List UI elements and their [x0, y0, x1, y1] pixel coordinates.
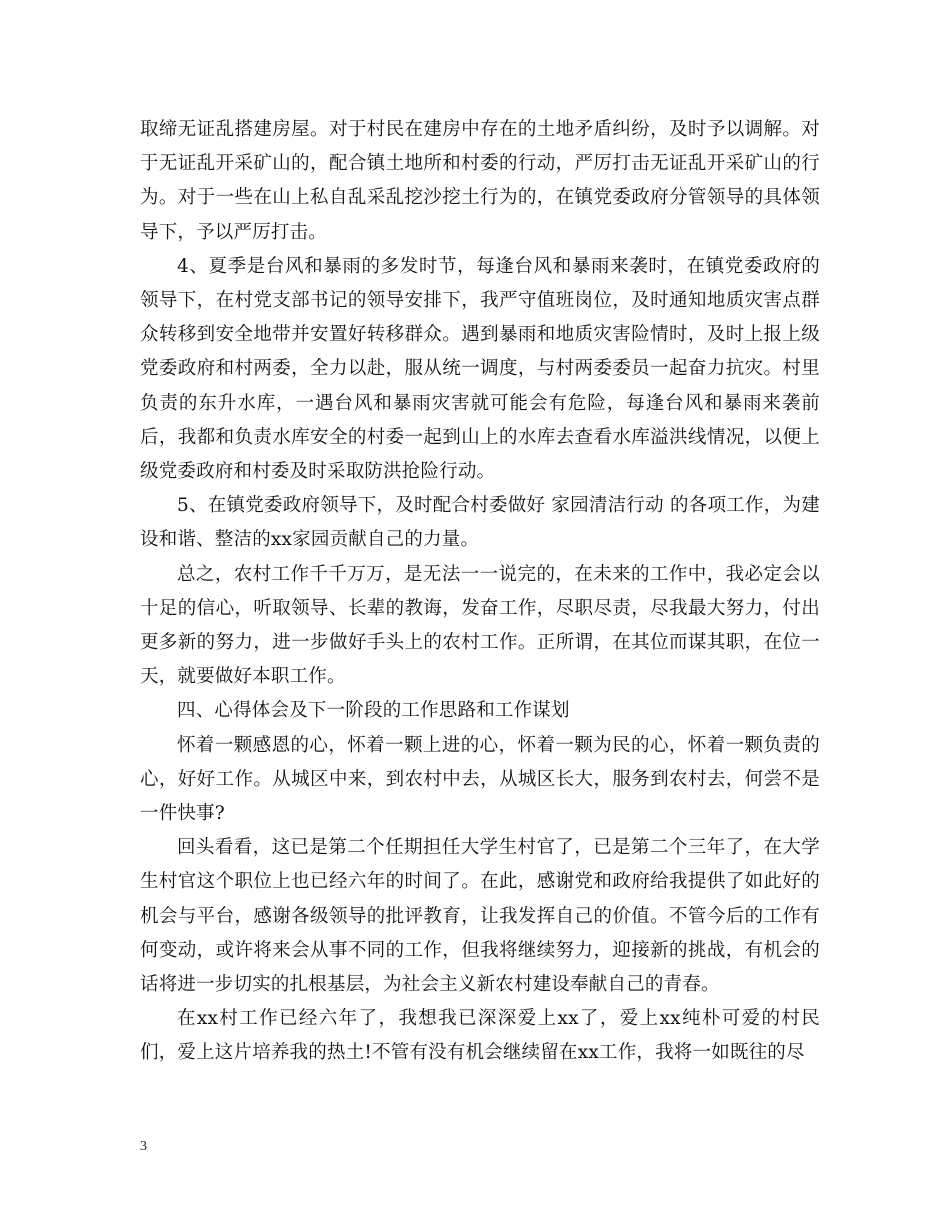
paragraph: 总之，农村工作千千万万，是无法一一说完的，在未来的工作中，我必定会以十足的信心，听取领导、长辈的教诲，发奋工作，尽职尽责，尽我最大努力，付出更多新的努力，进一步做好手头上的农村工作。正所谓，在其位而谋其职，在位一天，就要做好本职工作。 [140, 563, 820, 688]
paragraph: 怀着一颗感恩的心，怀着一颗上进的心，怀着一颗为民的心，怀着一颗负责的心，好好工作。从城区中来，到农村中去，从城区长大，服务到农村去，何尝不是一件快事? [140, 734, 820, 825]
paragraph: 5、在镇党委政府领导下，及时配合村委做好 家园清洁行动 的各项工作，为建设和谐、整洁的xx家园贡献自己的力量。 [140, 495, 820, 551]
document-body [140, 113, 820, 1071]
paragraph: 在xx村工作已经六年了，我想我已深深爱上xx了，爱上xx纯朴可爱的村民们，爱上这片培养我的热土!不管有没有机会继续留在xx工作，我将一如既往的尽 [140, 1008, 820, 1064]
paragraph: 取缔无证乱搭建房屋。对于村民在建房中存在的土地矛盾纠纷，及时予以调解。对于无证乱开采矿山的，配合镇土地所和村委的行动，严厉打击无证乱开采矿山的行为。对于一些在山上私自乱采乱挖沙挖土行为的，在镇党委政府分管领导的具体领导下，予以严厉打击。 [140, 119, 820, 243]
paragraph: 回头看看，这已是第二个任期担任大学生村官了，已是第二个三年了，在大学生村官这个职位上也已经六年的时间了。在此，感谢党和政府给我提供了如此好的机会与平台，感谢各级领导的批评教育，让我发挥自己的价值。不管今后的工作有何变动，或许将来会从事不同的工作，但我将继续努力，迎接新的挑战，有机会的话将进一步切实的扎根基层，为社会主义新农村建设奉献自己的青春。 [140, 837, 820, 996]
section-heading: 四、心得体会及下一阶段的工作思路和工作谋划 [177, 700, 570, 722]
paragraph: 4、夏季是台风和暴雨的多发时节，每逢台风和暴雨来袭时，在镇党委政府的领导下，在村党支部书记的领导安排下，我严守值班岗位，及时通知地质灾害点群众转移到安全地带并安置好转移群众。遇到暴雨和地质灾害险情时，及时上报上级党委政府和村两委，全力以赴，服从统一调度，与村两委委员一起奋力抗灾。村里负责的东升水库，一遇台风和暴雨灾害就可能会有危险，每逢台风和暴雨来袭前后，我都和负责水库安全的村委一起到山上的水库去查看水库溢洪线情况，以便上级党委政府和村委及时采取防洪抢险行动。 [140, 255, 820, 483]
page-number: 3 [140, 1139, 147, 1154]
